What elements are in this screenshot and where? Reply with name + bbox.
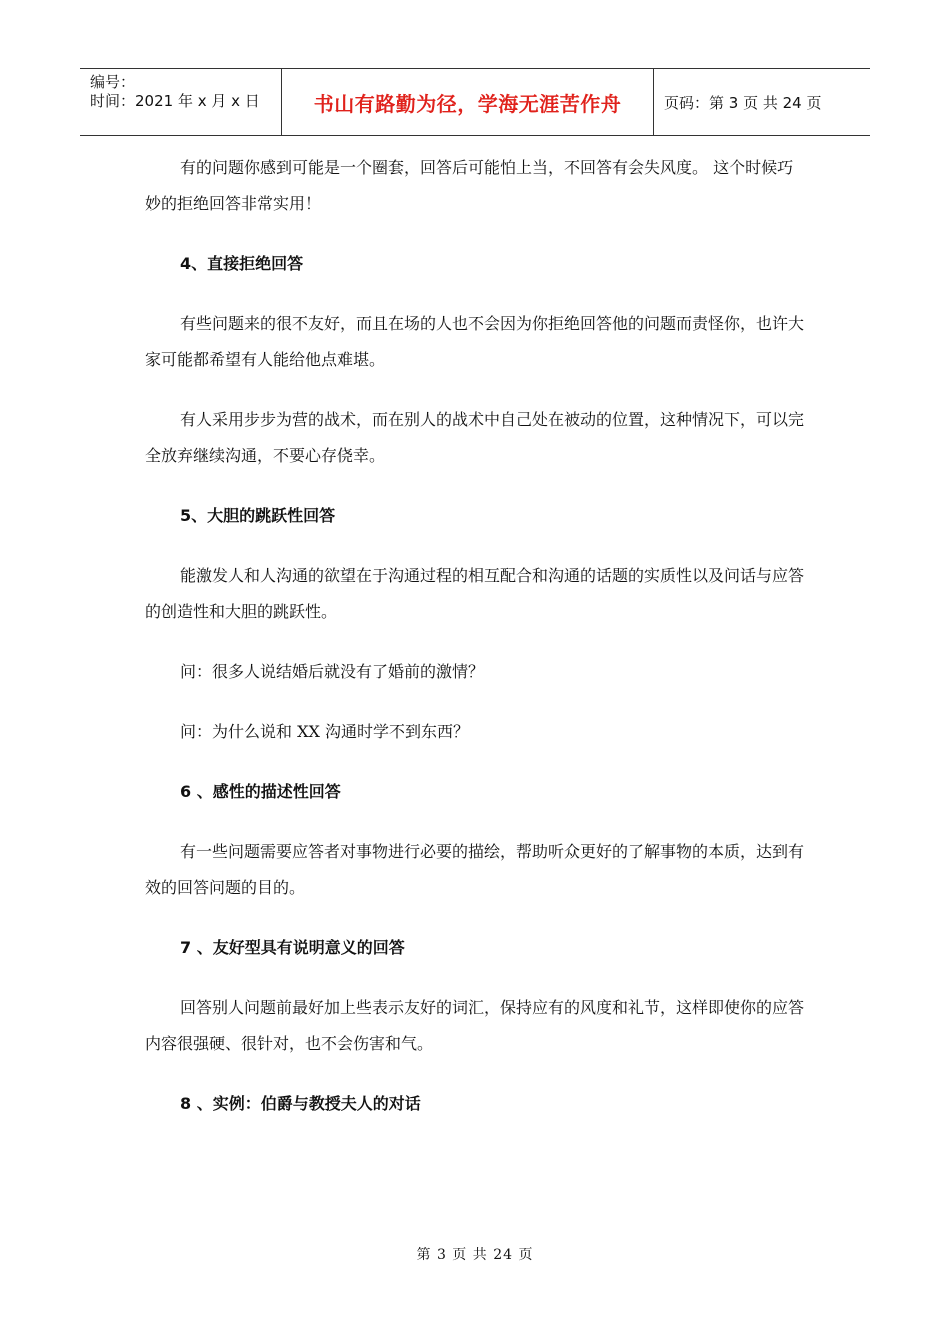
paragraph: 有一些问题需要应答者对事物进行必要的描绘，帮助听众更好的了解事物的本质，达到有效的回答问题的目的。 [145,842,805,897]
question-line: 问：很多人说结婚后就没有了婚前的激情？ [180,662,485,681]
document-body [145,150,805,1146]
paragraph: 能激发人和人沟通的欲望在于沟通过程的相互配合和沟通的话题的实质性以及问话与应答的创造性和大胆的跳跃性。 [145,566,805,621]
paragraph: 有些问题来的很不友好，而且在场的人也不会因为你拒绝回答他的问题而责怪你，也许大家可能都希望有人能给他点难堪。 [145,314,805,369]
page-footer: 第 3 页 共 24 页 [416,1247,534,1263]
paragraph: 回答别人问题前最好加上些表示友好的词汇，保持应有的风度和礼节，这样即使你的应答内容很强硬、很针对，也不会伤害和气。 [145,998,805,1053]
page-header [80,68,870,136]
header-motto: 书山有路勤为径，学海无涯苦作舟 [282,69,654,135]
question-line: 问：为什么说和 XX 沟通时学不到东西？ [180,722,469,741]
document-number: 编号： [90,73,136,91]
section-heading-6: 6 、感性的描述性回答 [180,782,341,801]
header-page-number: 页码：第 3 页 共 24 页 [664,93,822,112]
section-heading-7: 7 、友好型具有说明意义的回答 [180,938,405,957]
section-heading-4: 4、直接拒绝回答 [180,254,304,273]
section-heading-8: 8 、实例：伯爵与教授夫人的对话 [180,1094,421,1113]
paragraph: 有人采用步步为营的战术，而在别人的战术中自己处在被动的位置，这种情况下，可以完全放弃继续沟通，不要心存侥幸。 [145,410,805,465]
paragraph: 有的问题你感到可能是一个圈套，回答后可能怕上当，不回答有会失风度。 这个时候巧妙的拒绝回答非常实用！ [145,158,794,213]
section-heading-5: 5、大胆的跳跃性回答 [180,506,336,525]
header-meta [80,69,282,135]
document-date: 时间：2021 年 x 月 x 日 [90,92,260,110]
